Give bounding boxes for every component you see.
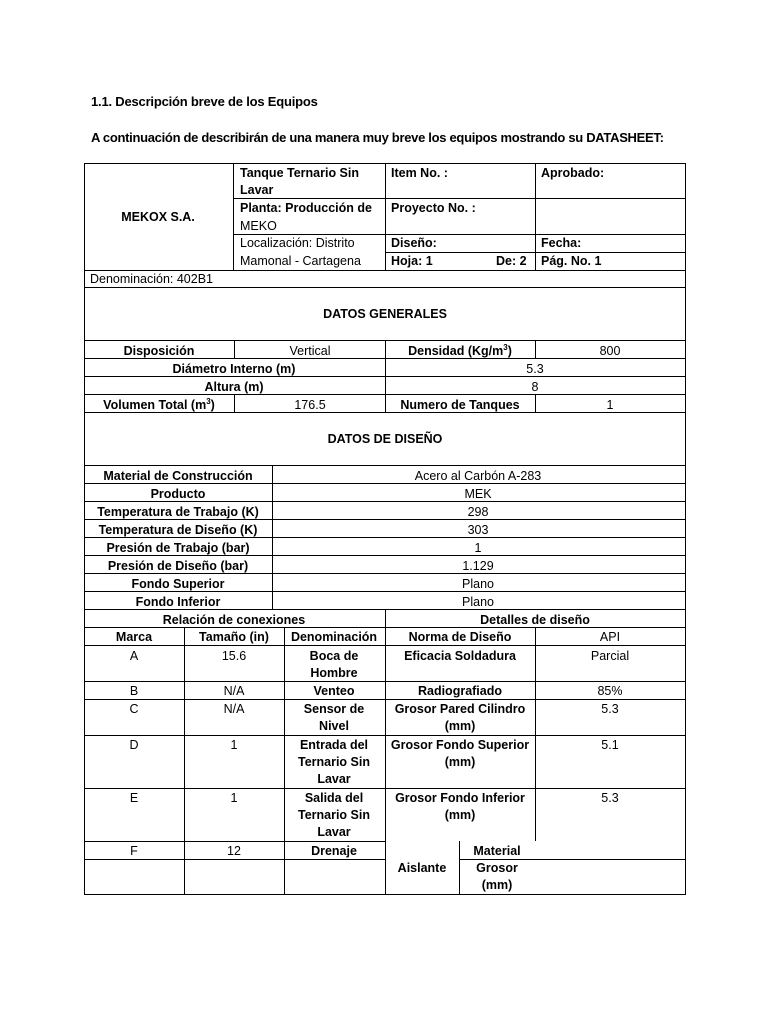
pag-label: Pág. No. 1 (541, 254, 602, 268)
detail-e-label-2: (mm) (444, 808, 476, 822)
detail-c-value: 5.3 (601, 702, 619, 716)
detalles-title: Detalles de diseño (480, 613, 590, 627)
planta-line1 (240, 201, 372, 215)
tanques-label: Numero de Tanques (400, 398, 520, 412)
de-label: De: 2 (496, 254, 527, 268)
conn-c-denom-2: Nivel (319, 719, 349, 733)
conn-e-denom-3: Lavar (317, 825, 351, 839)
conn-a-denom-1: Boca de (309, 649, 359, 663)
volumen-value: 176.5 (294, 398, 326, 412)
design-row-label: Material de Construcción (103, 469, 253, 483)
altura-value: 8 (531, 380, 539, 394)
densidad-sup: 3 (503, 343, 508, 352)
design-row-value: 1 (474, 541, 482, 555)
localizacion-line2: Mamonal - Cartagena (240, 254, 361, 268)
design-row-label: Temperatura de Diseño (K) (98, 523, 258, 537)
detail-b-label: Radiografiado (417, 684, 503, 698)
detail-d-label-1: Grosor Fondo Superior (390, 738, 530, 752)
denominacion: Denominación: 402B1 (90, 272, 213, 286)
conexiones-title: Relación de conexiones (162, 613, 306, 627)
header-tamano: Tamaño (in) (199, 630, 269, 644)
tanques-value: 1 (606, 398, 614, 412)
conn-f-tamano: 12 (227, 844, 241, 858)
tank-name-line2: Lavar (240, 183, 274, 197)
volumen-label-text: Volumen Total (m (103, 398, 207, 412)
diametro-label: Diámetro Interno (m) (172, 362, 296, 376)
design-row-value: 303 (467, 523, 489, 537)
proyecto-label: Proyecto No. : (391, 201, 476, 215)
hoja-label: Hoja: 1 (391, 254, 433, 268)
detail-e-label-1: Grosor Fondo Inferior (395, 791, 525, 805)
header-marca: Marca (115, 630, 153, 644)
detail-c-label-1: Grosor Pared Cilindro (394, 702, 526, 716)
densidad-close: ) (507, 344, 512, 358)
design-row-label: Presión de Diseño (bar) (107, 559, 249, 573)
header-norma: Norma de Diseño (408, 630, 512, 644)
datos-generales-title: DATOS GENERALES (323, 307, 447, 321)
disposicion-value: Vertical (289, 344, 331, 358)
diseno-label: Diseño: (391, 236, 437, 250)
detail-a-label: Eficacia Soldadura (404, 649, 516, 663)
aprobado-label: Aprobado: (541, 166, 605, 180)
design-row-value: Acero al Carbón A-283 (414, 469, 542, 483)
conn-b-marca: B (129, 684, 139, 698)
conn-d-marca: D (129, 738, 139, 752)
conn-a-denom-2: Hombre (310, 666, 358, 680)
conn-b-denom: Venteo (313, 684, 355, 698)
grosor-label-2: (mm) (481, 878, 513, 892)
design-row-value: Plano (462, 595, 494, 609)
tank-name-line1: Tanque Ternario Sin (240, 166, 359, 180)
detail-b-value: 85% (597, 684, 623, 698)
densidad-label-text: Densidad (Kg/m (408, 344, 504, 358)
design-row-label: Temperatura de Trabajo (K) (97, 505, 259, 519)
detail-e-value: 5.3 (601, 791, 619, 805)
conn-c-tamano: N/A (223, 702, 245, 716)
material-label: Material (473, 844, 521, 858)
volumen-label (103, 397, 215, 412)
conn-e-tamano: 1 (230, 791, 238, 805)
conn-d-denom-2: Ternario Sin (297, 755, 371, 769)
detail-c-label-2: (mm) (444, 719, 476, 733)
conn-f-denom: Drenaje (311, 844, 357, 858)
conn-e-denom-1: Salida del (304, 791, 364, 805)
design-row-value: Plano (462, 577, 494, 591)
intro-text: A continuación de describirán de una manera muy breve los equipos mostrando su DATASHEET: (91, 130, 664, 145)
conn-a-marca: A (129, 649, 139, 663)
densidad-value: 800 (599, 344, 621, 358)
detail-a-value: Parcial (590, 649, 630, 663)
detail-d-label-2: (mm) (444, 755, 476, 769)
planta-text-1: Planta: Producción de (240, 201, 372, 215)
grosor-label-1: Grosor (476, 861, 518, 875)
design-row-label: Fondo Superior (131, 577, 225, 591)
design-row-label: Presión de Trabajo (bar) (106, 541, 250, 555)
localizacion-line1: Localización: Distrito (240, 236, 355, 250)
conn-b-tamano: N/A (223, 684, 245, 698)
design-row-value: MEK (464, 487, 492, 501)
densidad-label (408, 343, 512, 358)
design-row-value: 1.129 (462, 559, 494, 573)
conn-e-marca: E (129, 791, 139, 805)
fecha-label: Fecha: (541, 236, 582, 250)
conn-d-tamano: 1 (230, 738, 238, 752)
conn-f-marca: F (130, 844, 138, 858)
header-api: API (599, 630, 621, 644)
design-row-value: 298 (467, 505, 489, 519)
section-heading: 1.1. Descripción breve de los Equipos (91, 94, 318, 109)
design-row-label: Producto (150, 487, 206, 501)
disposicion-label: Disposición (123, 344, 195, 358)
planta-line2: MEKO (240, 219, 277, 233)
conn-d-denom-1: Entrada del (299, 738, 369, 752)
detail-d-value: 5.1 (601, 738, 619, 752)
volumen-sup: 3 (206, 397, 211, 406)
conn-c-denom-1: Sensor de (303, 702, 365, 716)
header-denominacion: Denominación (290, 630, 378, 644)
diametro-value: 5.3 (526, 362, 544, 376)
altura-label: Altura (m) (204, 380, 264, 394)
company-name: MEKOX S.A. (121, 210, 195, 224)
item-no-label: Item No. : (391, 166, 448, 180)
volumen-close: ) (210, 398, 215, 412)
conn-c-marca: C (129, 702, 139, 716)
conn-d-denom-3: Lavar (317, 772, 351, 786)
design-row-label: Fondo Inferior (135, 595, 221, 609)
aislante-label: Aislante (397, 861, 447, 875)
conn-e-denom-2: Ternario Sin (297, 808, 371, 822)
conn-a-tamano: 15.6 (221, 649, 247, 663)
datos-diseno-title: DATOS DE DISEÑO (327, 432, 443, 446)
